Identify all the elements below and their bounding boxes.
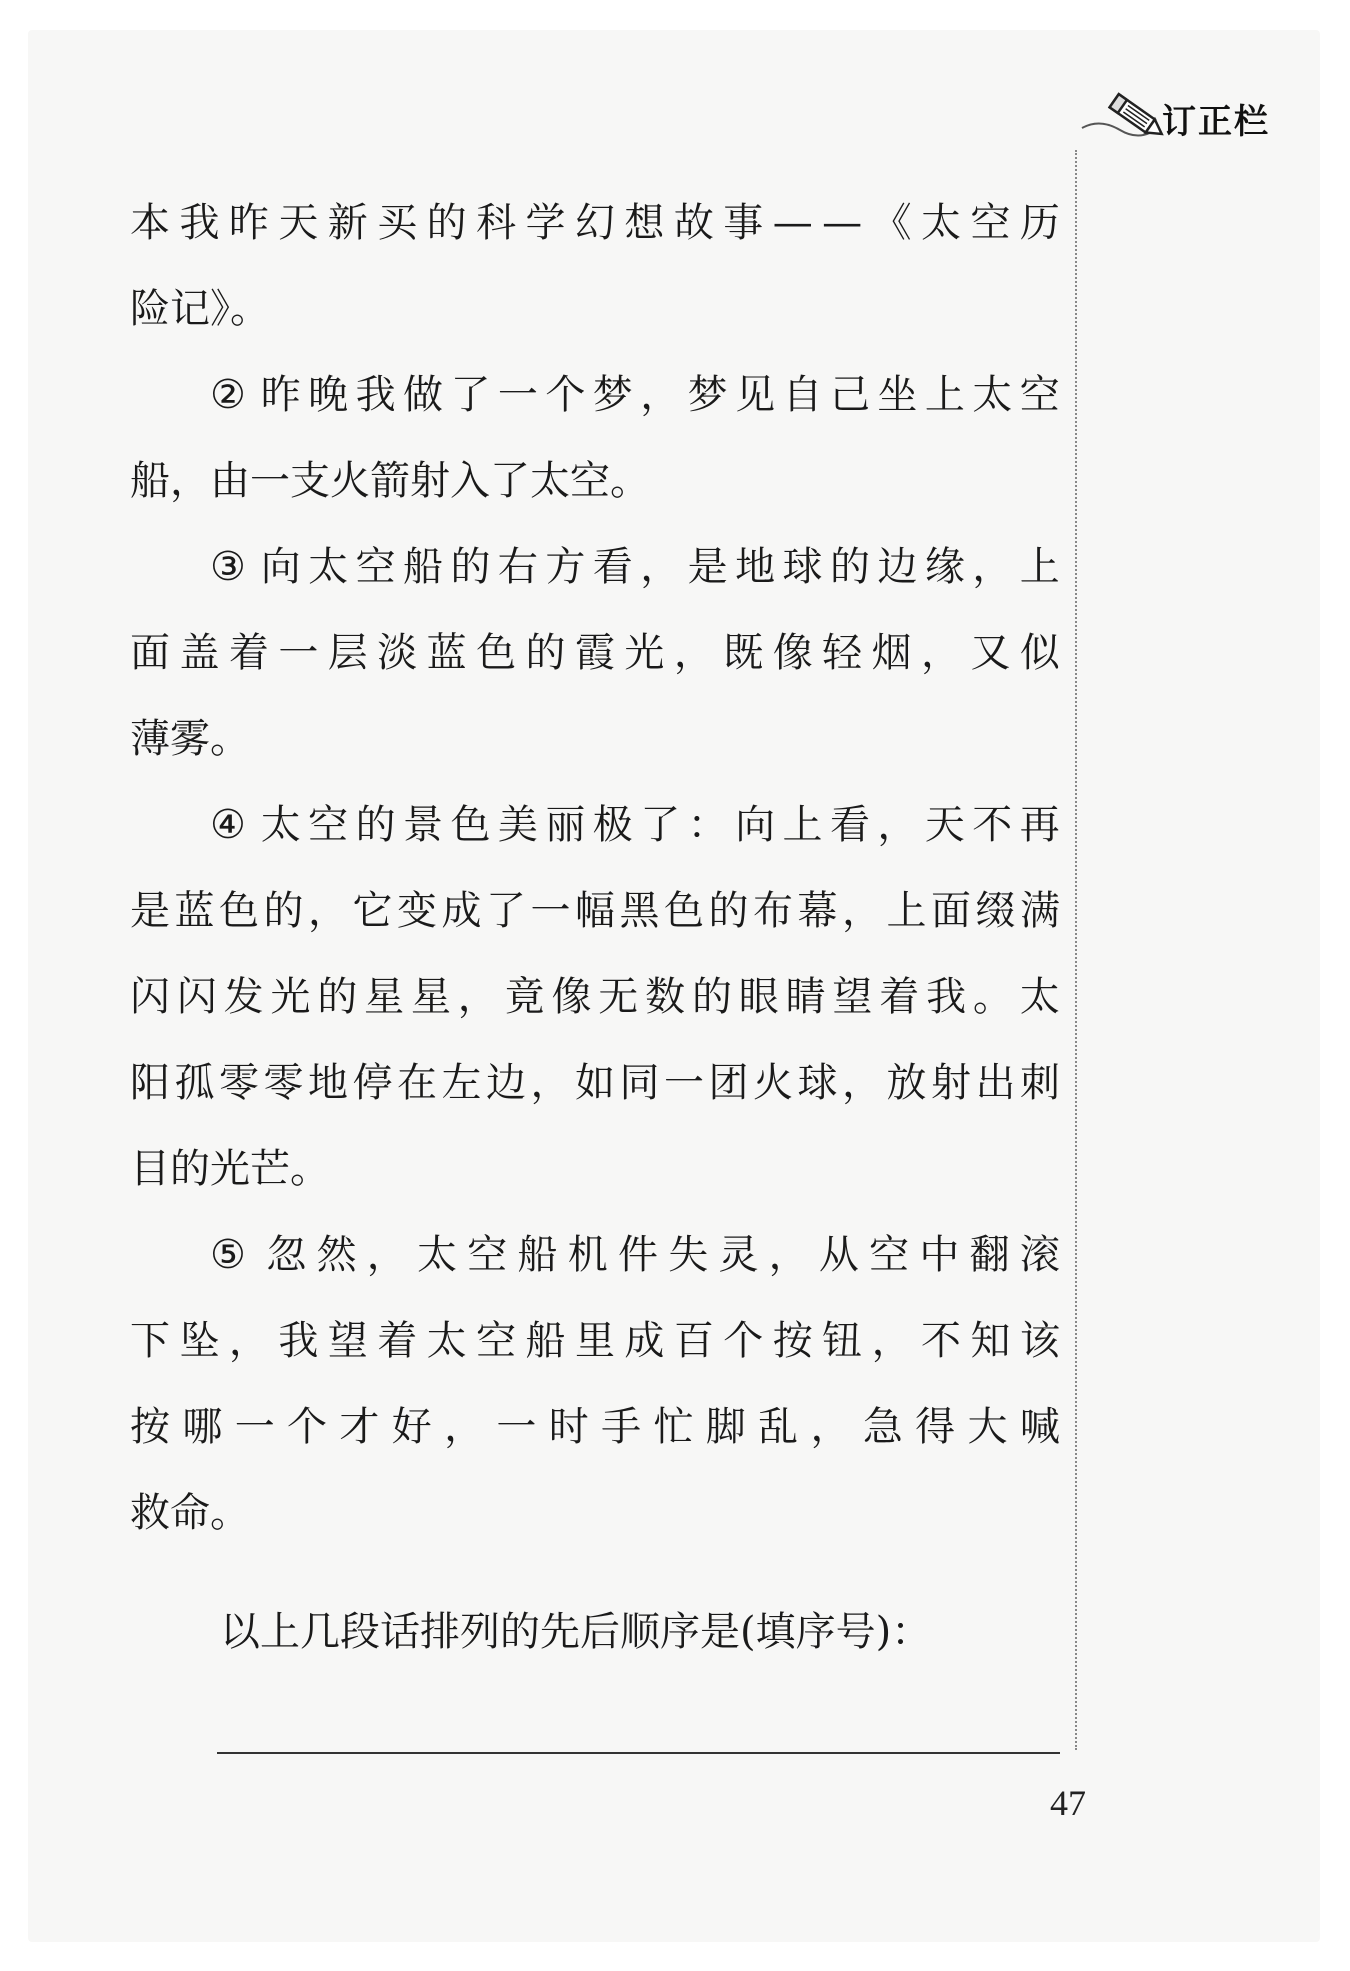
passage-line (130, 610, 1060, 696)
passage-line (130, 782, 1060, 868)
passage-line-text: 闪 闪 发 光 的 星 星 ， 竟 像 无 数 的 眼 睛 望 着 我 。 太 (130, 974, 1060, 1020)
passage-line-text: ② 昨 晚 我 做 了 一 个 梦 ， 梦 见 自 己 坐 上 太 空 (210, 372, 1060, 418)
passage-line (130, 696, 1060, 782)
passage-line-text: 救命。 (130, 1490, 250, 1536)
correction-column-header (1080, 88, 1320, 148)
passage-line (130, 1212, 1060, 1298)
passage-line-text: 按 哪 一 个 才 好 ， 一 时 手 忙 脚 乱 ， 急 得 大 喊 (130, 1404, 1060, 1450)
passage-line (130, 438, 1060, 524)
passage-line (130, 954, 1060, 1040)
passage-line (130, 868, 1060, 954)
passage-line (130, 524, 1060, 610)
passage (130, 180, 1060, 1556)
passage-line-text: 船，由一支火箭射入了太空。 (130, 458, 650, 504)
passage-line (130, 1384, 1060, 1470)
passage-line-text: 险记》。 (130, 286, 270, 332)
correction-column-title: 订正栏 (1162, 102, 1270, 142)
passage-line (130, 1470, 1060, 1556)
passage-line (130, 352, 1060, 438)
passage-line-text: 本 我 昨 天 新 买 的 科 学 幻 想 故 事 — — 《 太 空 历 (130, 200, 1060, 246)
passage-line-text: ④ 太 空 的 景 色 美 丽 极 了 ： 向 上 看 ， 天 不 再 (210, 802, 1060, 848)
passage-line-text: 目的光芒。 (130, 1146, 330, 1192)
passage-line-text: 阳 孤 零 零 地 停 在 左 边 ， 如 同 一 团 火 球 ， 放 射 出 刺 (130, 1060, 1060, 1106)
passage-line-text: ③ 向 太 空 船 的 右 方 看 ， 是 地 球 的 边 缘 ， 上 (210, 544, 1060, 590)
passage-line-text: 下 坠 ， 我 望 着 太 空 船 里 成 百 个 按 钮 ， 不 知 该 (130, 1318, 1060, 1364)
question-prompt: 以上几段话排列的先后顺序是(填序号)： (220, 1609, 932, 1655)
pencil-icon (1080, 88, 1170, 148)
passage-line (130, 1126, 1060, 1212)
passage-line (130, 1040, 1060, 1126)
passage-line (130, 266, 1060, 352)
passage-line-text: 是 蓝 色 的 ， 它 变 成 了 一 幅 黑 色 的 布 幕 ， 上 面 缀 满 (130, 888, 1060, 934)
answer-blank-line[interactable] (217, 1752, 1060, 1754)
passage-line-text: 薄雾。 (130, 716, 250, 762)
passage-line (130, 180, 1060, 266)
passage-line-text: 面 盖 着 一 层 淡 蓝 色 的 霞 光 ， 既 像 轻 烟 ， 又 似 (130, 630, 1060, 676)
page-number: 47 (1050, 1783, 1086, 1823)
passage-line-text: ⑤ 忽 然 ， 太 空 船 机 件 失 灵 ， 从 空 中 翻 滚 (210, 1232, 1060, 1278)
passage-line (130, 1298, 1060, 1384)
correction-column-border (1075, 150, 1077, 1750)
